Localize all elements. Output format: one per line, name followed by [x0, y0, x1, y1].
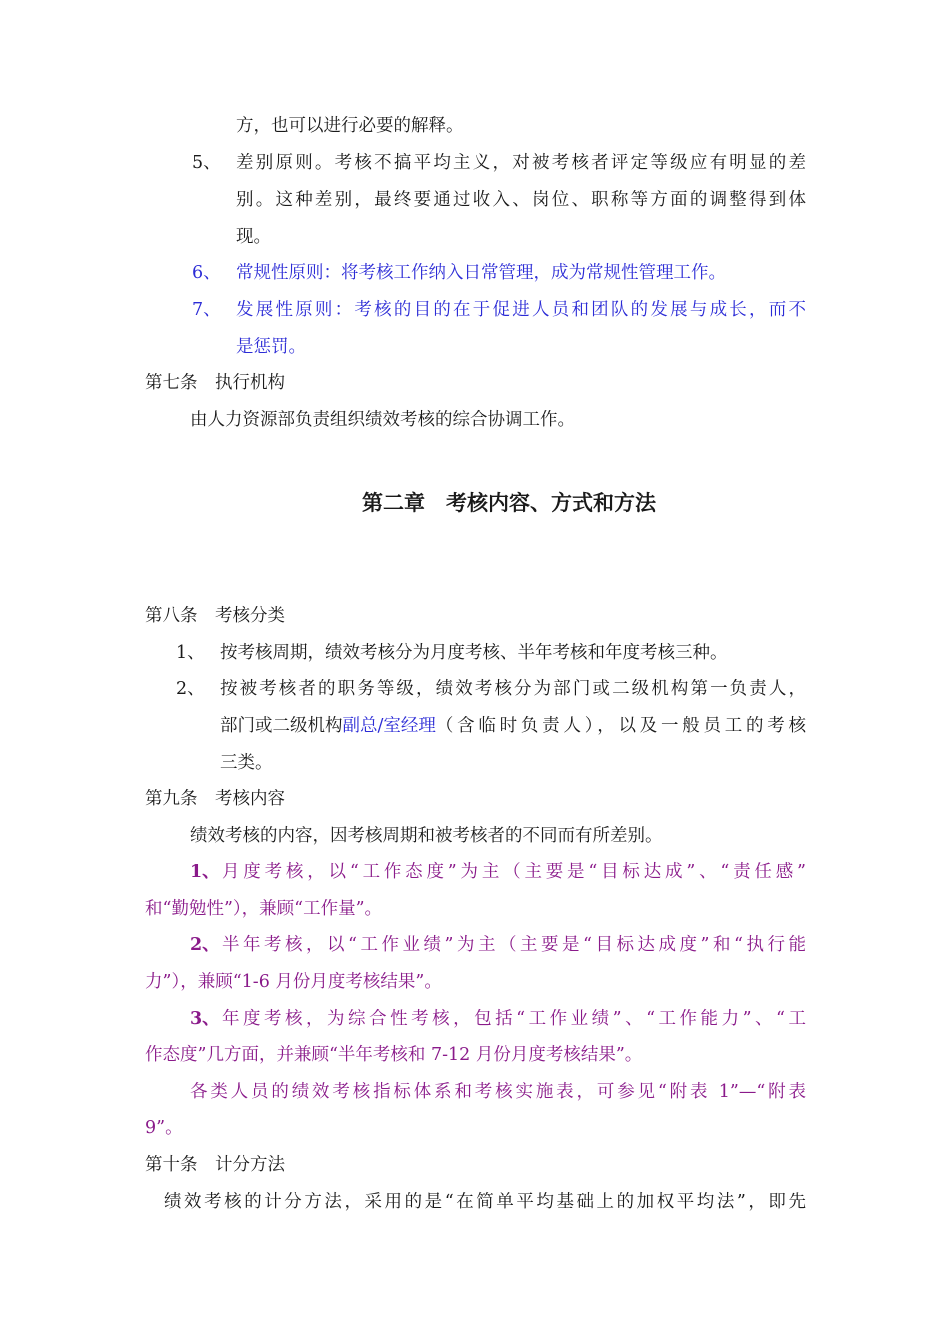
text-line: 作态度”几方面，并兼顾“半年考核和 7-12 月份月度考核结果”。 [145, 1045, 643, 1065]
article-heading: 第九条 考核内容 [145, 789, 285, 809]
text-line: 按考核周期，绩效考核分为月度考核、半年考核和年度考核三种。 [220, 643, 728, 663]
text-line: 半年考核，以“工作业绩”为主（主要是“目标达成度”和“执行能 [222, 935, 806, 955]
list-number: 1、 [176, 643, 205, 663]
text-line: 月度考核，以“工作态度”为主（主要是“目标达成”、“责任感” [222, 862, 806, 882]
text-line: 力”），兼顾“1-6 月份月度考核结果”。 [145, 972, 442, 992]
text-line: 现。 [236, 227, 271, 247]
list-number: 7、 [192, 300, 221, 320]
list-number: 6、 [192, 263, 221, 283]
list-number: 1、 [190, 862, 220, 882]
text-line: 绩效考核的内容，因考核周期和被考核者的不同而有所差别。 [190, 826, 663, 846]
text-segment: 部门或二级机构 [220, 716, 343, 736]
text-line: 方，也可以进行必要的解释。 [236, 116, 464, 136]
text-line: 别。这种差别，最终要通过收入、岗位、职称等方面的调整得到体 [236, 190, 806, 210]
list-number: 5、 [192, 153, 221, 173]
text-line: 发展性原则：考核的目的在于促进人员和团队的发展与成长，而不 [236, 300, 806, 320]
text-line: 各类人员的绩效考核指标体系和考核实施表，可参见“附表 1”—“附表 [190, 1082, 806, 1102]
article-heading: 第八条 考核分类 [145, 606, 285, 626]
text-line [220, 714, 806, 738]
text-line: 9”。 [145, 1118, 183, 1138]
text-segment: （含临时负责人），以及一般员工的考核 [435, 716, 806, 736]
text-line: 常规性原则：将考核工作纳入日常管理，成为常规性管理工作。 [236, 263, 726, 283]
text-line: 是惩罚。 [236, 337, 306, 357]
text-line: 和“勤勉性”），兼顾“工作量”。 [145, 899, 383, 919]
text-line: 由人力资源部负责组织绩效考核的综合协调工作。 [190, 410, 575, 430]
text-line: 三类。 [220, 753, 273, 773]
list-number: 2、 [176, 679, 205, 699]
chapter-title: 第二章 考核内容、方式和方法 [362, 490, 656, 515]
text-line: 绩效考核的计分方法，采用的是“在简单平均基础上的加权平均法”，即先 [164, 1192, 806, 1212]
text-line: 差别原则。考核不搞平均主义，对被考核者评定等级应有明显的差 [236, 153, 806, 173]
list-number: 2、 [190, 935, 220, 955]
article-heading: 第十条 计分方法 [145, 1155, 285, 1175]
text-line: 年度考核，为综合性考核，包括“工作业绩”、“工作能力”、“工 [222, 1009, 806, 1029]
text-segment: 副总/室经理 [342, 716, 436, 736]
article-heading: 第七条 执行机构 [145, 373, 285, 393]
list-number: 3、 [190, 1009, 220, 1029]
text-line: 按被考核者的职务等级，绩效考核分为部门或二级机构第一负责人， [220, 679, 806, 699]
